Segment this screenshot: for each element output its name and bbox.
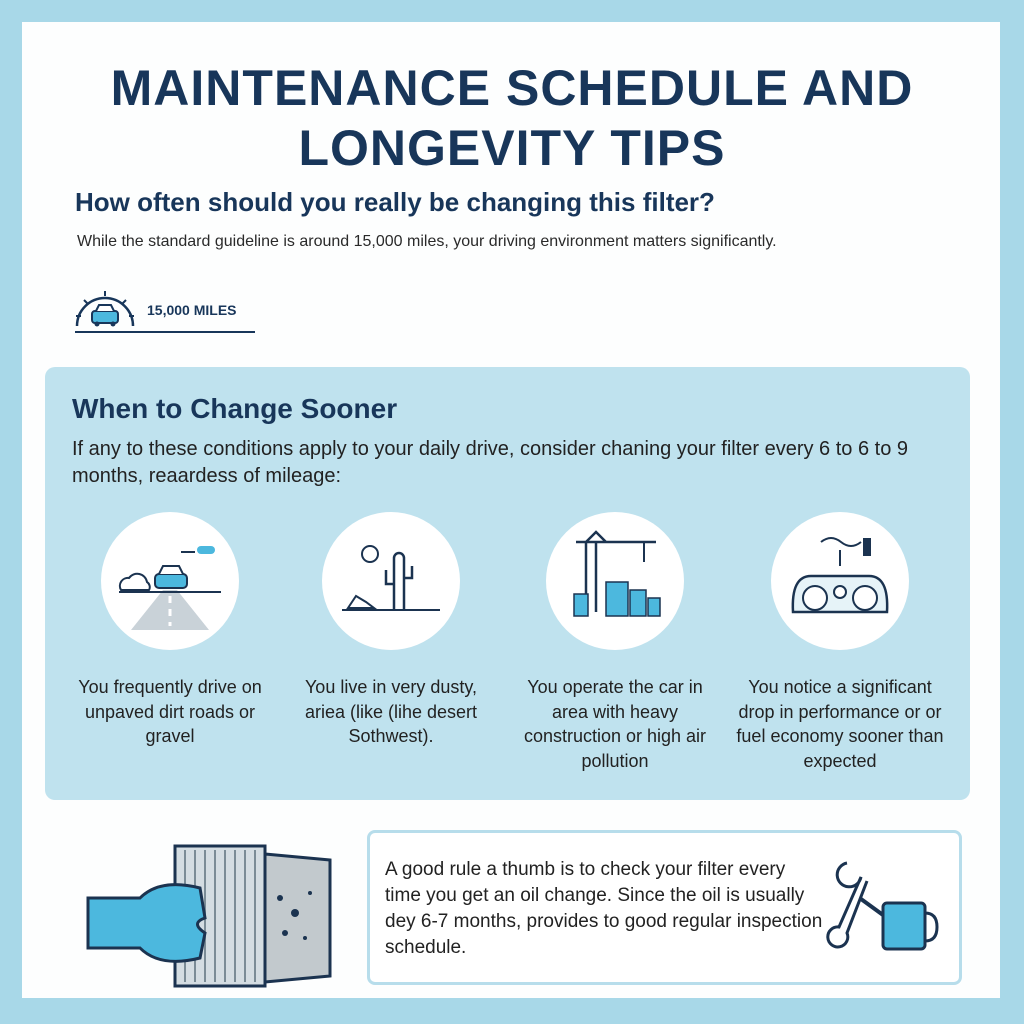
wrench-oil-can-icon bbox=[825, 855, 940, 955]
section-text: If any to these conditions apply to your daily drive, consider chaning your filter every 6 to 6 to 9 months, reaardess of mileage: bbox=[72, 438, 909, 487]
mileage-label: 15,000 MILES bbox=[147, 302, 237, 318]
dashboard-gauge-icon bbox=[771, 512, 909, 650]
subtitle: How often should you really be changing this filter? bbox=[75, 187, 715, 217]
title-line-2: LONGEVITY TIPS bbox=[298, 120, 726, 176]
odometer-car-icon bbox=[72, 286, 138, 330]
construction-crane-icon bbox=[546, 512, 684, 650]
intro-text: While the standard guideline is around 15,000 miles, your driving environment matters significantly. bbox=[77, 233, 777, 250]
condition-caption: You frequently drive on unpaved dirt roads or gravel bbox=[78, 677, 262, 746]
condition-caption: You operate the car in area with heavy construction or high air pollution bbox=[523, 677, 707, 771]
page-title bbox=[0, 58, 1024, 178]
title-line-1: MAINTENANCE SCHEDULE AND bbox=[110, 60, 914, 116]
divider bbox=[75, 331, 255, 333]
section-heading: When to Change Sooner bbox=[72, 393, 398, 424]
condition-caption: You notice a significant drop in performance or or fuel economy sooner than expected bbox=[736, 677, 944, 771]
condition-caption: You live in very dusty, ariea (like (lihe desert Sothwest). bbox=[304, 677, 478, 746]
desert-cactus-icon bbox=[322, 512, 460, 650]
hand-filter-icon bbox=[80, 838, 340, 993]
tip-text: A good rule a thumb is to check your filter every time you get an oil change. Since the oil is usually dey 6-7 months, provides to good regular inspection schedule. bbox=[385, 859, 823, 958]
dirt-road-car-icon bbox=[101, 512, 239, 650]
